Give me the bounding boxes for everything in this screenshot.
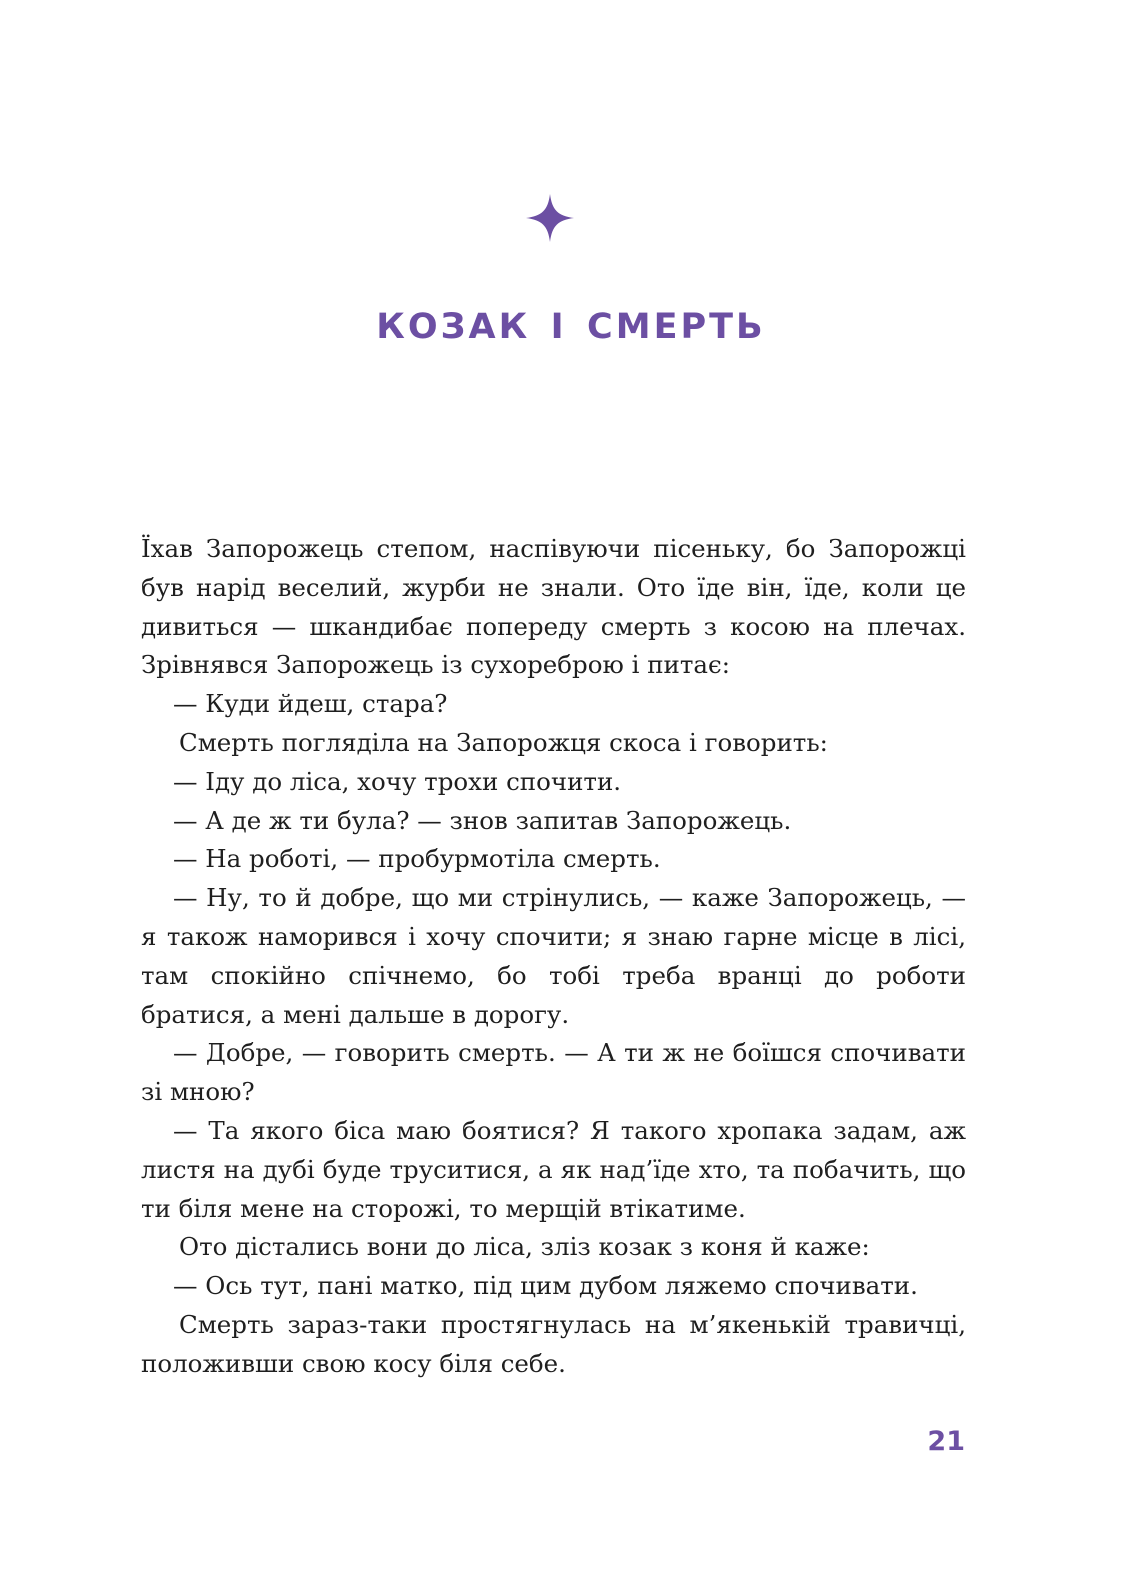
four-point-star-icon [524, 192, 576, 244]
chapter-title: козак і смерть [376, 292, 766, 350]
paragraph: — Куди йдеш, стара? [173, 689, 448, 719]
paragraph: Їхав Запорожець степом, наспівуючи пісеньку, бо Запорожці був нарід веселий, журби не знали. Ото їде він, їде, коли це дивиться — шкандибає попереду смерть з косою на плечах. Зрівнявся Запорожець із сухореброю і питає: [141, 534, 966, 680]
paragraph: — А де ж ти була? — знов запитав Запорожець. [173, 805, 792, 835]
paragraph: — Та якого біса маю боятися? Я такого хропака задам, аж листя на дубі буде труситися, а як над’їде хто, та побачить, що ти біля мене на сторожі, то мерщій втікатиме. [141, 1115, 966, 1223]
paragraph: — Ну, то й добре, що ми стрінулись, — каже Запорожець, — я також наморився і хочу спочити; я знаю гарне місце в лісі, там спокійно спічнемо, бо тобі треба вранці до роботи братися, а мені дальше в дорогу. [141, 883, 966, 1029]
paragraph: — Ось тут, пані матко, під цим дубом ляжемо спочивати. [173, 1271, 918, 1301]
page-number: 21 [927, 1426, 965, 1457]
paragraph: — Іду до ліса, хочу трохи спочити. [173, 766, 622, 796]
paragraph: Ото дістались вони до ліса, зліз козак з коня й каже: [179, 1232, 870, 1262]
story-text [141, 530, 966, 1384]
paragraph: — Добре, — говорить смерть. — А ти ж не боїшся спочивати зі мною? [141, 1038, 966, 1107]
paragraph: — На роботі, — пробурмотіла смерть. [173, 844, 661, 874]
paragraph: Смерть поглядiла на Запорожця скоса і говорить: [179, 727, 828, 757]
paragraph: Смерть зараз-таки простягнулась на м’якенькій травичці, положивши свою косу біля себе. [141, 1309, 966, 1378]
